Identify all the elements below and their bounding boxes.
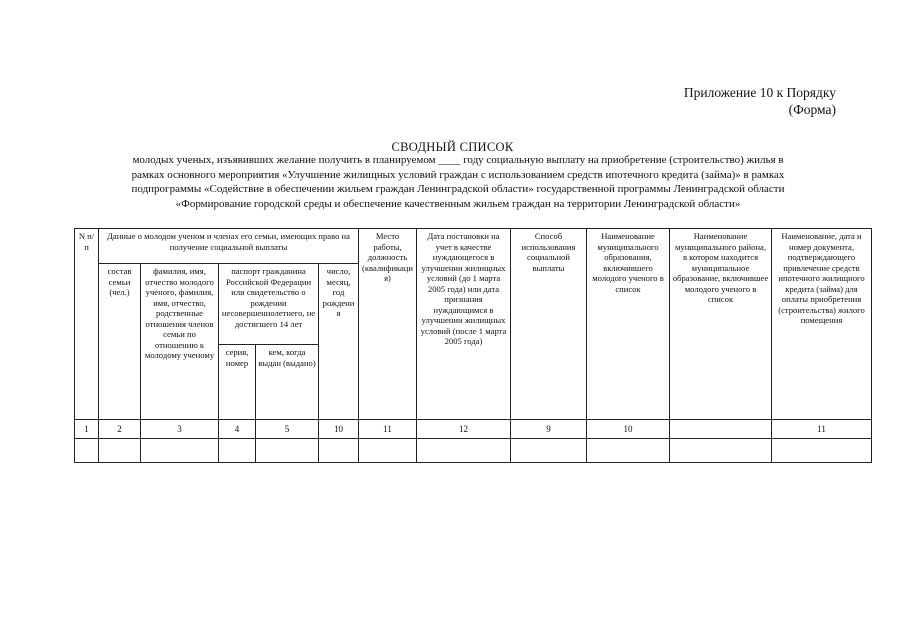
table-cell bbox=[319, 439, 359, 463]
summary-table bbox=[74, 228, 872, 463]
table-cell bbox=[670, 439, 772, 463]
header-series-number: серия, номер bbox=[219, 345, 256, 420]
appendix-note bbox=[560, 84, 836, 118]
column-number: 11 bbox=[772, 420, 872, 439]
intro-line: рамках основного мероприятия «Улучшение жилищных условий граждан с использованием средств ипотечного кредита (займа)» в рамках bbox=[131, 168, 785, 181]
table-cell bbox=[99, 439, 141, 463]
column-number: 3 bbox=[141, 420, 219, 439]
column-number: 4 bbox=[219, 420, 256, 439]
table-cell bbox=[417, 439, 511, 463]
table-cell bbox=[141, 439, 219, 463]
column-number: 5 bbox=[256, 420, 319, 439]
header-municipality: Наименование муниципального образования, включившего молодого ученого в список bbox=[587, 229, 670, 420]
header-num: N п/п bbox=[75, 229, 99, 420]
column-number: 12 bbox=[417, 420, 511, 439]
table-cell bbox=[75, 439, 99, 463]
header-registration-date: Дата постановки на учет в качестве нуждающегося в улучшении жилищных условий (до 1 марта 2005 года) или дата признания нуждающимся в улучшении жилищных условий (после 1 марта 2005 года) bbox=[417, 229, 511, 420]
header-family-group: Данные о молодом ученом и членах его семьи, имеющих право на получение социальной выплаты bbox=[99, 229, 359, 264]
table-cell bbox=[219, 439, 256, 463]
intro-line: молодых ученых, изъявивших желание получить в планируемом ____ году социальную выплату на приобретение (строительство) жилья в bbox=[132, 154, 784, 166]
appendix-line-1: Приложение 10 к Порядку bbox=[683, 85, 836, 100]
table-cell bbox=[359, 439, 417, 463]
column-number: 2 bbox=[99, 420, 141, 439]
document-title: СВОДНЫЙ СПИСОК bbox=[391, 140, 514, 154]
column-number: 1 bbox=[75, 420, 99, 439]
appendix-line-2: (Форма) bbox=[788, 102, 836, 117]
header-birth-date: число, месяц, год рождения bbox=[319, 264, 359, 420]
table-cell bbox=[511, 439, 587, 463]
header-passport-group: паспорт гражданина Российской Федерации или свидетельство о рождении несовершеннолетнего, не достигшего 14 лет bbox=[219, 264, 319, 345]
header-credit-document: Наименование, дата и номер документа, подтверждающего привлечение средств ипотечного жилищного кредита (займа) для оплаты приобретения (строительства) жилого помещения bbox=[772, 229, 872, 420]
column-number-row bbox=[75, 420, 872, 439]
column-number: 11 bbox=[359, 420, 417, 439]
table-cell bbox=[772, 439, 872, 463]
intro-line: подпрограммы «Содействие в обеспечении жильем граждан Ленинградской области» государственной программы Ленинградской области bbox=[131, 183, 785, 195]
column-number bbox=[670, 420, 772, 439]
header-family-size: состав семьи (чел.) bbox=[99, 264, 141, 420]
header-workplace: Место работы, должность (квалификация) bbox=[359, 229, 417, 420]
header-district: Наименование муниципального района, в котором находится муниципальное образование, включившее молодого ученого в список bbox=[670, 229, 772, 420]
table-cell bbox=[587, 439, 670, 463]
header-payment-method: Способ использования социальной выплаты bbox=[511, 229, 587, 420]
column-number: 10 bbox=[319, 420, 359, 439]
table-row bbox=[75, 439, 872, 463]
document-intro bbox=[78, 153, 838, 211]
header-full-name: фамилия, имя, отчество молодого ученого, фамилия, имя, отчество, родственные отношения членов семьи по отношению к молодому ученому bbox=[141, 264, 219, 420]
table-cell bbox=[256, 439, 319, 463]
header-issued-by: кем, когда выдан (выдано) bbox=[256, 345, 319, 420]
column-number: 10 bbox=[587, 420, 670, 439]
column-number: 9 bbox=[511, 420, 587, 439]
intro-line: «Формирование городской среды и обеспечение качественным жильем граждан на территории Ленинградской области» bbox=[175, 197, 741, 210]
